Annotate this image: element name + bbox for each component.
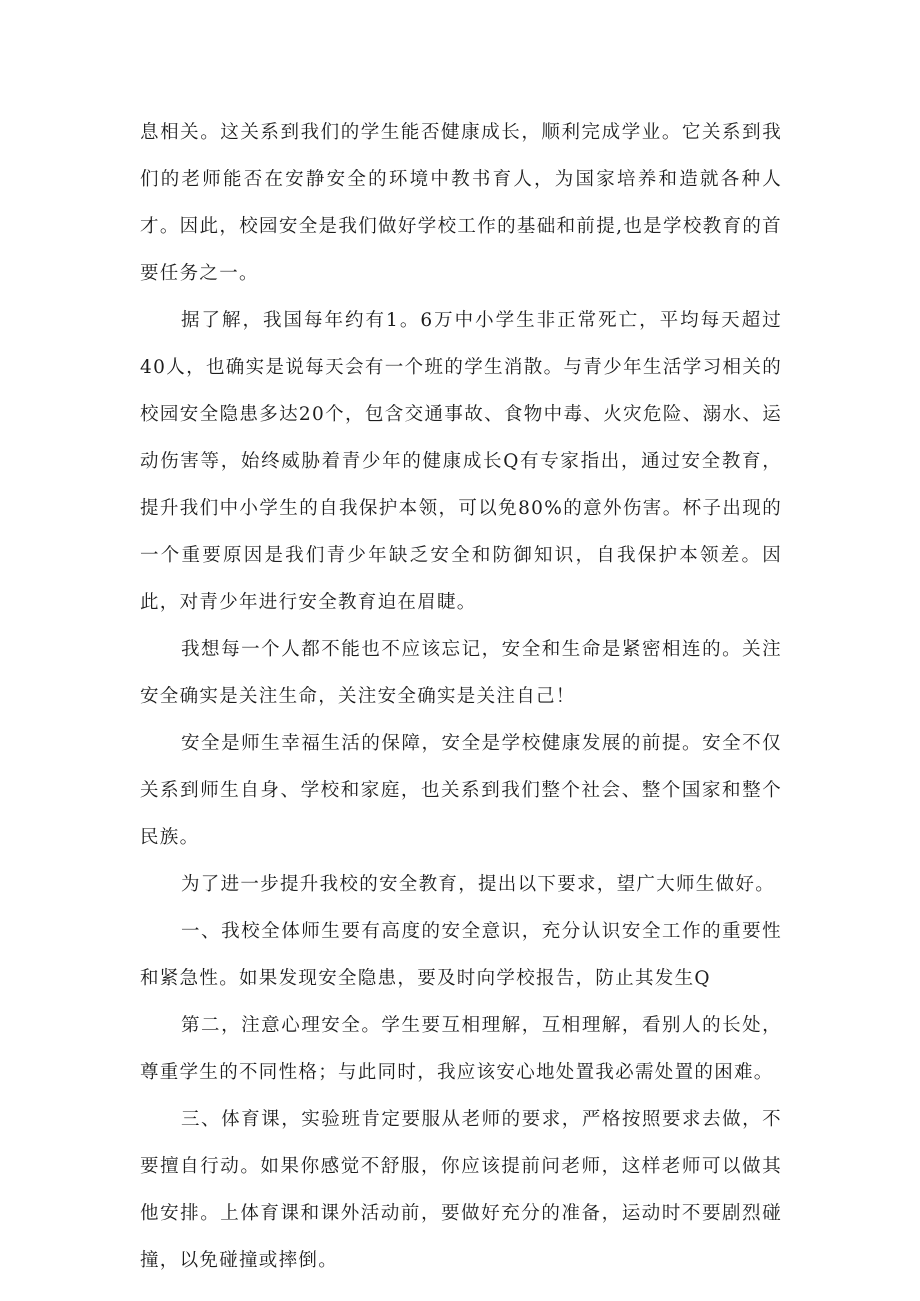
paragraph-statistics: 据了解，我国每年约有1。6万中小学生非正常死亡，平均每天超过40人，也确实是说每天会有一个班的学生消散。与青少年生活学习相关的校园安全隐患多达20个，包含交通事故、食物中毒、火灾危险、溺水、运动伤害等，始终威胁着青少年的健康成长Q有专家指出，通过安全教育，提升我们中小学生的自我保护本领，可以免80%的意外伤害。杯子出现的一个重要原因是我们青少年缺乏安全和防御知识，自我保护本领差。因此，对青少年进行安全教育迫在眉睫。	[140, 310, 782, 613]
document-body	[140, 109, 782, 1284]
paragraph-requirement-three: 三、体育课，实验班肯定要服从老师的要求，严格按照要求去做，不要擅自行动。如果你感觉不舒服，你应该提前问老师，这样老师可以做其他安排。上体育课和课外活动前，要做好充分的准备，运动时不要剧烈碰撞，以免碰撞或摔倒。	[140, 1109, 782, 1271]
paragraph-requirements-intro: 为了进一步提升我校的安全教育，提出以下要求，望广大师生做好。	[181, 874, 776, 895]
paragraph-safety-guarantee: 安全是师生幸福生活的保障，安全是学校健康发展的前提。安全不仅关系到师生自身、学校和家庭，也关系到我们整个社会、整个国家和整个民族。	[140, 733, 782, 848]
paragraph-continuation: 息相关。这关系到我们的学生能否健康成长，顺利完成学业。它关系到我们的老师能否在安静安全的环境中教书育人，为国家培养和造就各种人才。因此，校园安全是我们做好学校工作的基础和前提,也是学校教育的首要任务之一。	[140, 122, 782, 284]
paragraph-requirement-one: 一、我校全体师生要有高度的安全意识，充分认识安全工作的重要性和紧急性。如果发现安全隐患，要及时向学校报告，防止其发生Q	[140, 921, 782, 989]
paragraph-safety-life: 我想每一个人都不能也不应该忘记，安全和生命是紧密相连的。关注安全确实是关注生命，关注安全确实是关注自己！	[140, 639, 782, 707]
paragraph-requirement-two: 第二，注意心理安全。学生要互相理解，互相理解，看别人的长处，尊重学生的不同性格；与此同时，我应该安心地处置我必需处置的困难。	[140, 1015, 782, 1083]
